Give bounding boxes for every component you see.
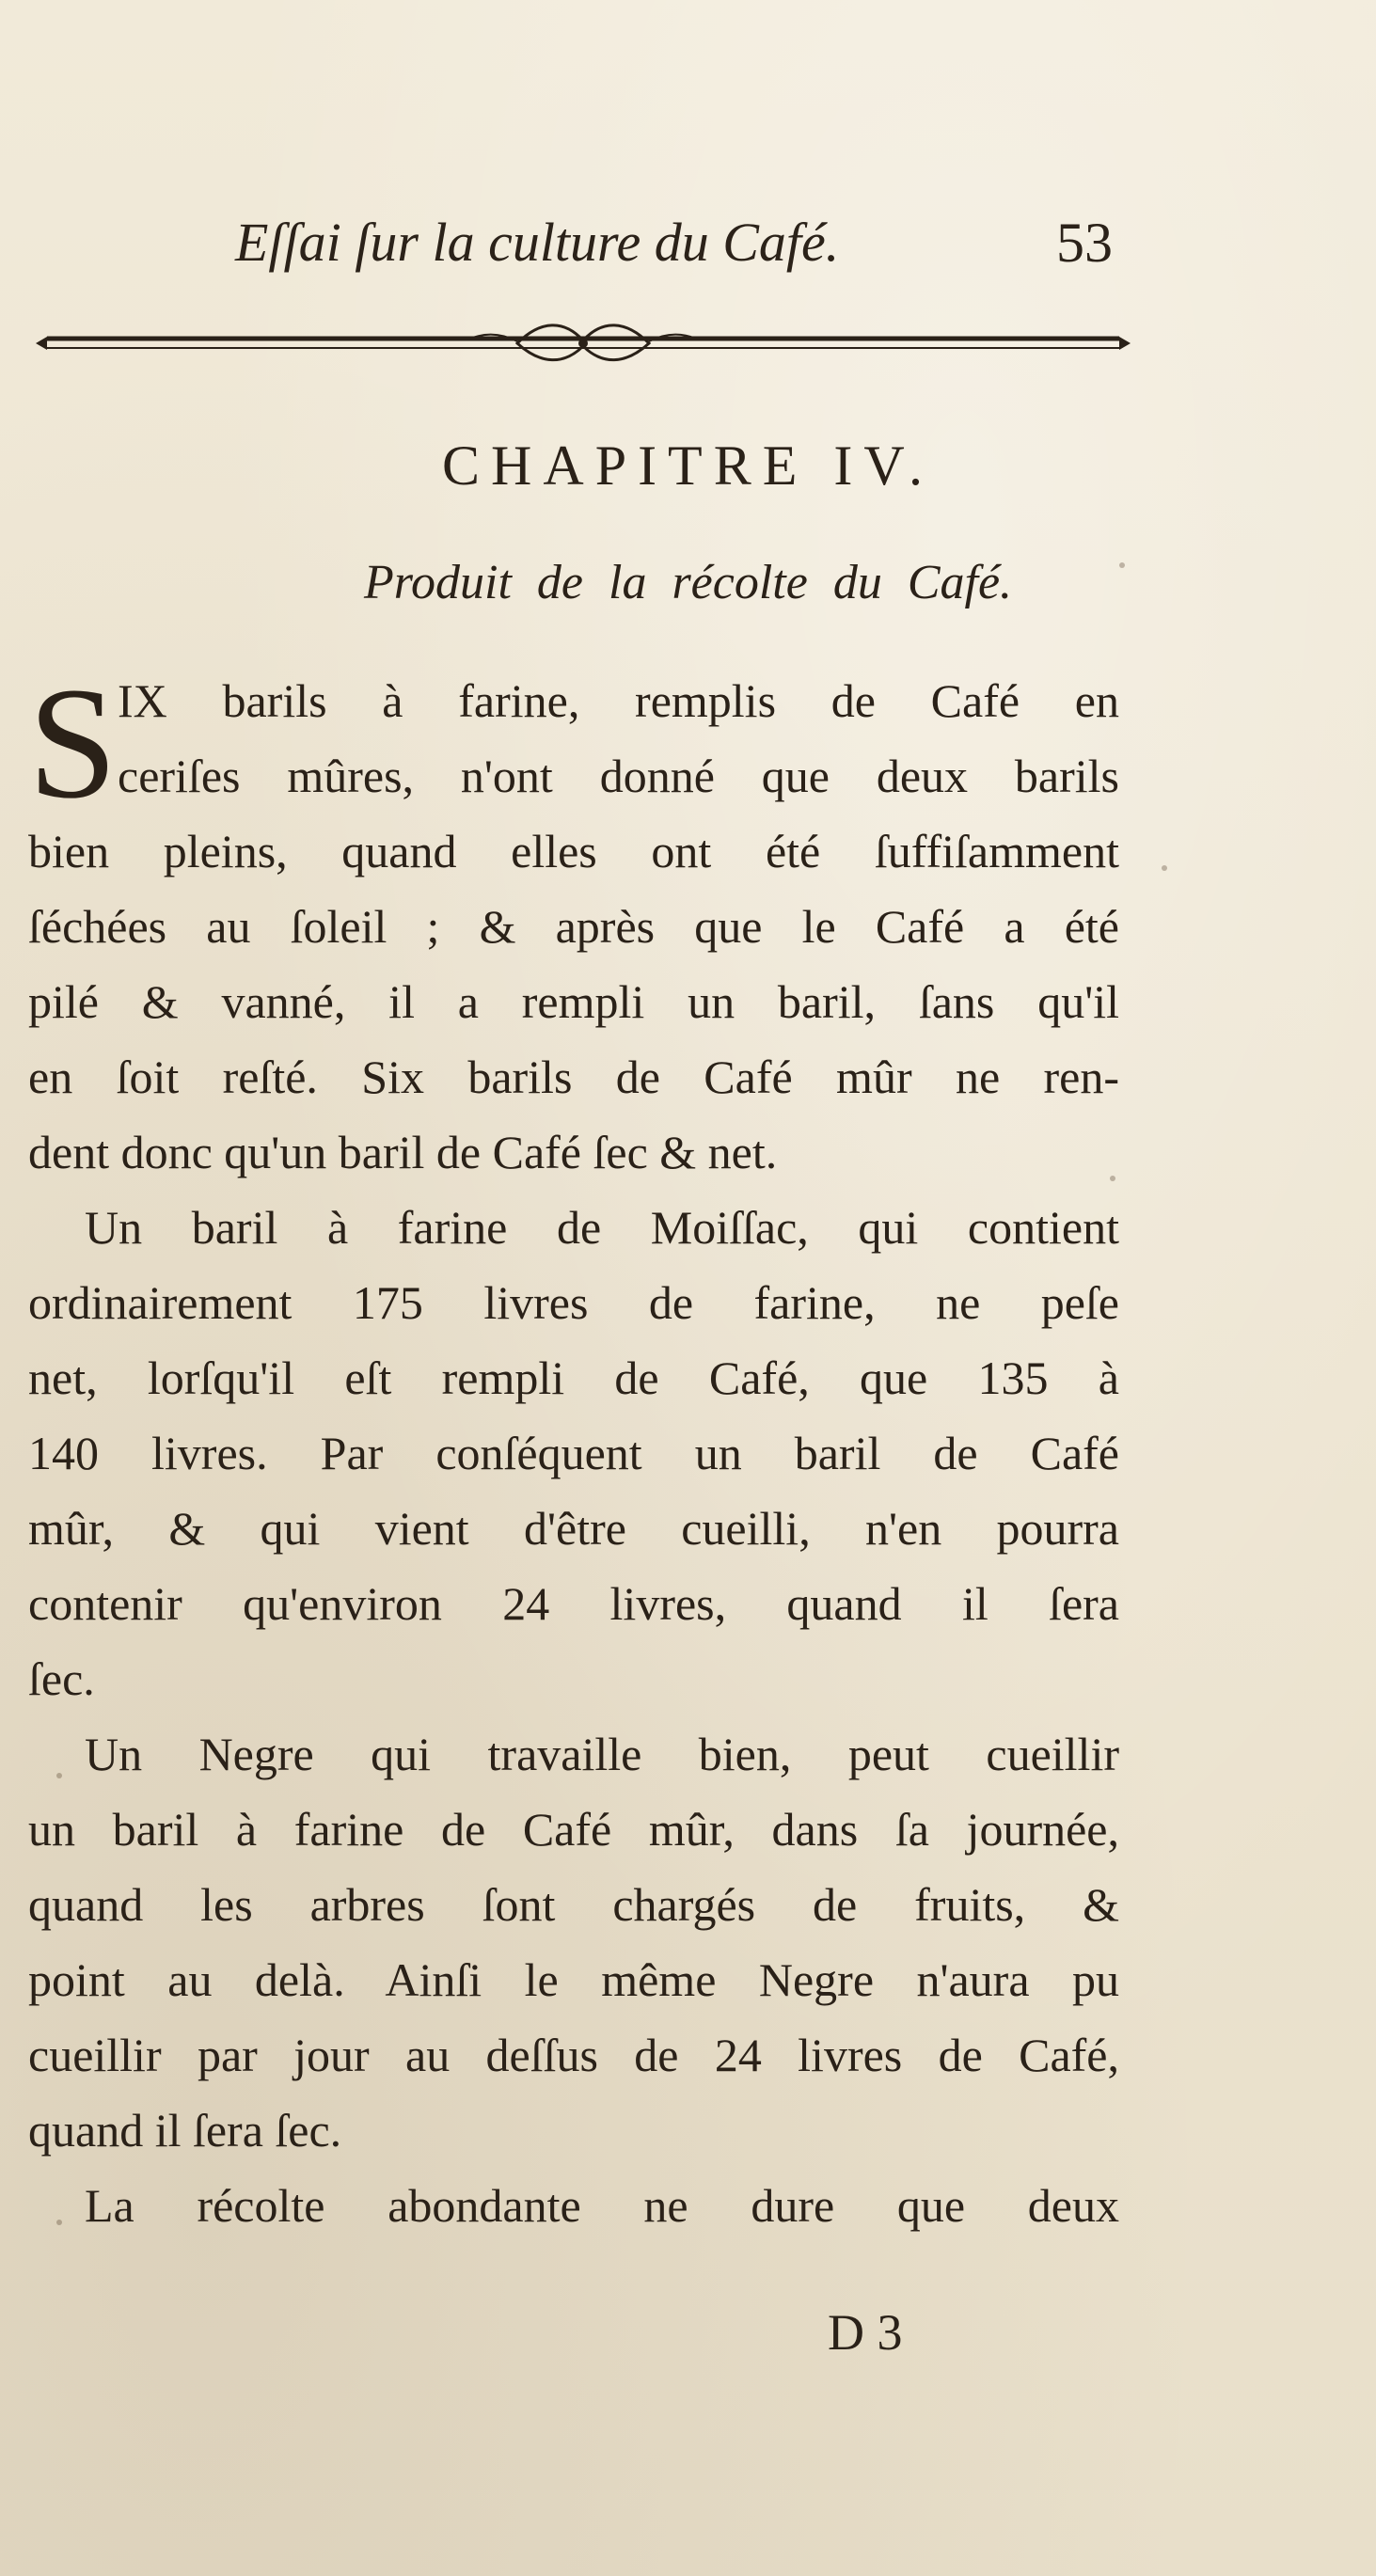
text-line: IX barils à farine, remplis de Café en xyxy=(118,674,1119,727)
text-line: dent donc qu'un baril de Café ſec & net. xyxy=(28,1126,778,1178)
text-line: Un baril à farine de Moiſſac, qui contient xyxy=(85,1201,1119,1254)
text-line: 140 livres. Par conſéquent un baril de Café xyxy=(28,1427,1119,1479)
text-line: point au delà. Ainſi le même Negre n'aura pu xyxy=(28,1953,1119,2006)
paper-speck xyxy=(1162,865,1167,871)
opening-paragraph xyxy=(28,655,1119,831)
text-line: quand les arbres ſont chargés de fruits, & xyxy=(28,1878,1119,1931)
paper-speck xyxy=(1110,1176,1115,1181)
drop-cap: S xyxy=(28,655,118,831)
ornamental-rule xyxy=(28,310,1138,376)
text-line: cueillir par jour au deſſus de 24 livres de Café, xyxy=(28,2029,1119,2081)
text-line: ſéchées au ſoleil ; & après que le Café a été xyxy=(28,900,1119,953)
text-line: mûr, & qui vient d'être cueilli, n'en pourra xyxy=(28,1502,1119,1555)
text-line: ordinairement 175 livres de farine, ne peſe xyxy=(28,1276,1119,1329)
signature-mark: D 3 xyxy=(828,2304,903,2361)
text-line: pilé & vanné, il a rempli un baril, ſans qu'il xyxy=(28,975,1119,1028)
body-text xyxy=(28,655,1119,2243)
paper-speck xyxy=(56,2220,62,2225)
text-line: La récolte abondante ne dure que deux xyxy=(85,2179,1119,2232)
chapter-subtitle: Produit de la récolte du Café. xyxy=(363,556,1013,609)
text-line: ceriſes mûres, n'ont donné que deux barils xyxy=(118,750,1119,802)
paper-speck xyxy=(56,1773,62,1778)
text-line: un baril à farine de Café mûr, dans ſa journée, xyxy=(28,1803,1119,1856)
running-head xyxy=(0,205,1376,290)
running-title: Eſſai ſur la culture du Café. xyxy=(235,212,840,273)
text-line: en ſoit reſté. Six barils de Café mûr ne ren- xyxy=(28,1051,1119,1103)
text-line: contenir qu'environ 24 livres, quand il ſera xyxy=(28,1577,1119,1630)
text-line: ſec. xyxy=(28,1652,95,1705)
paper-speck xyxy=(1119,562,1125,568)
text-line: net, lorſqu'il eſt rempli de Café, que 135 à xyxy=(28,1351,1119,1404)
text-line: quand il ſera ſec. xyxy=(28,2104,342,2157)
text-line: bien pleins, quand elles ont été ſuffiſamment xyxy=(28,825,1119,877)
chapter-title: CHAPITRE IV. xyxy=(442,435,934,497)
text-line: Un Negre qui travaille bien, peut cueillir xyxy=(85,1728,1119,1780)
page-number: 53 xyxy=(1056,212,1113,274)
